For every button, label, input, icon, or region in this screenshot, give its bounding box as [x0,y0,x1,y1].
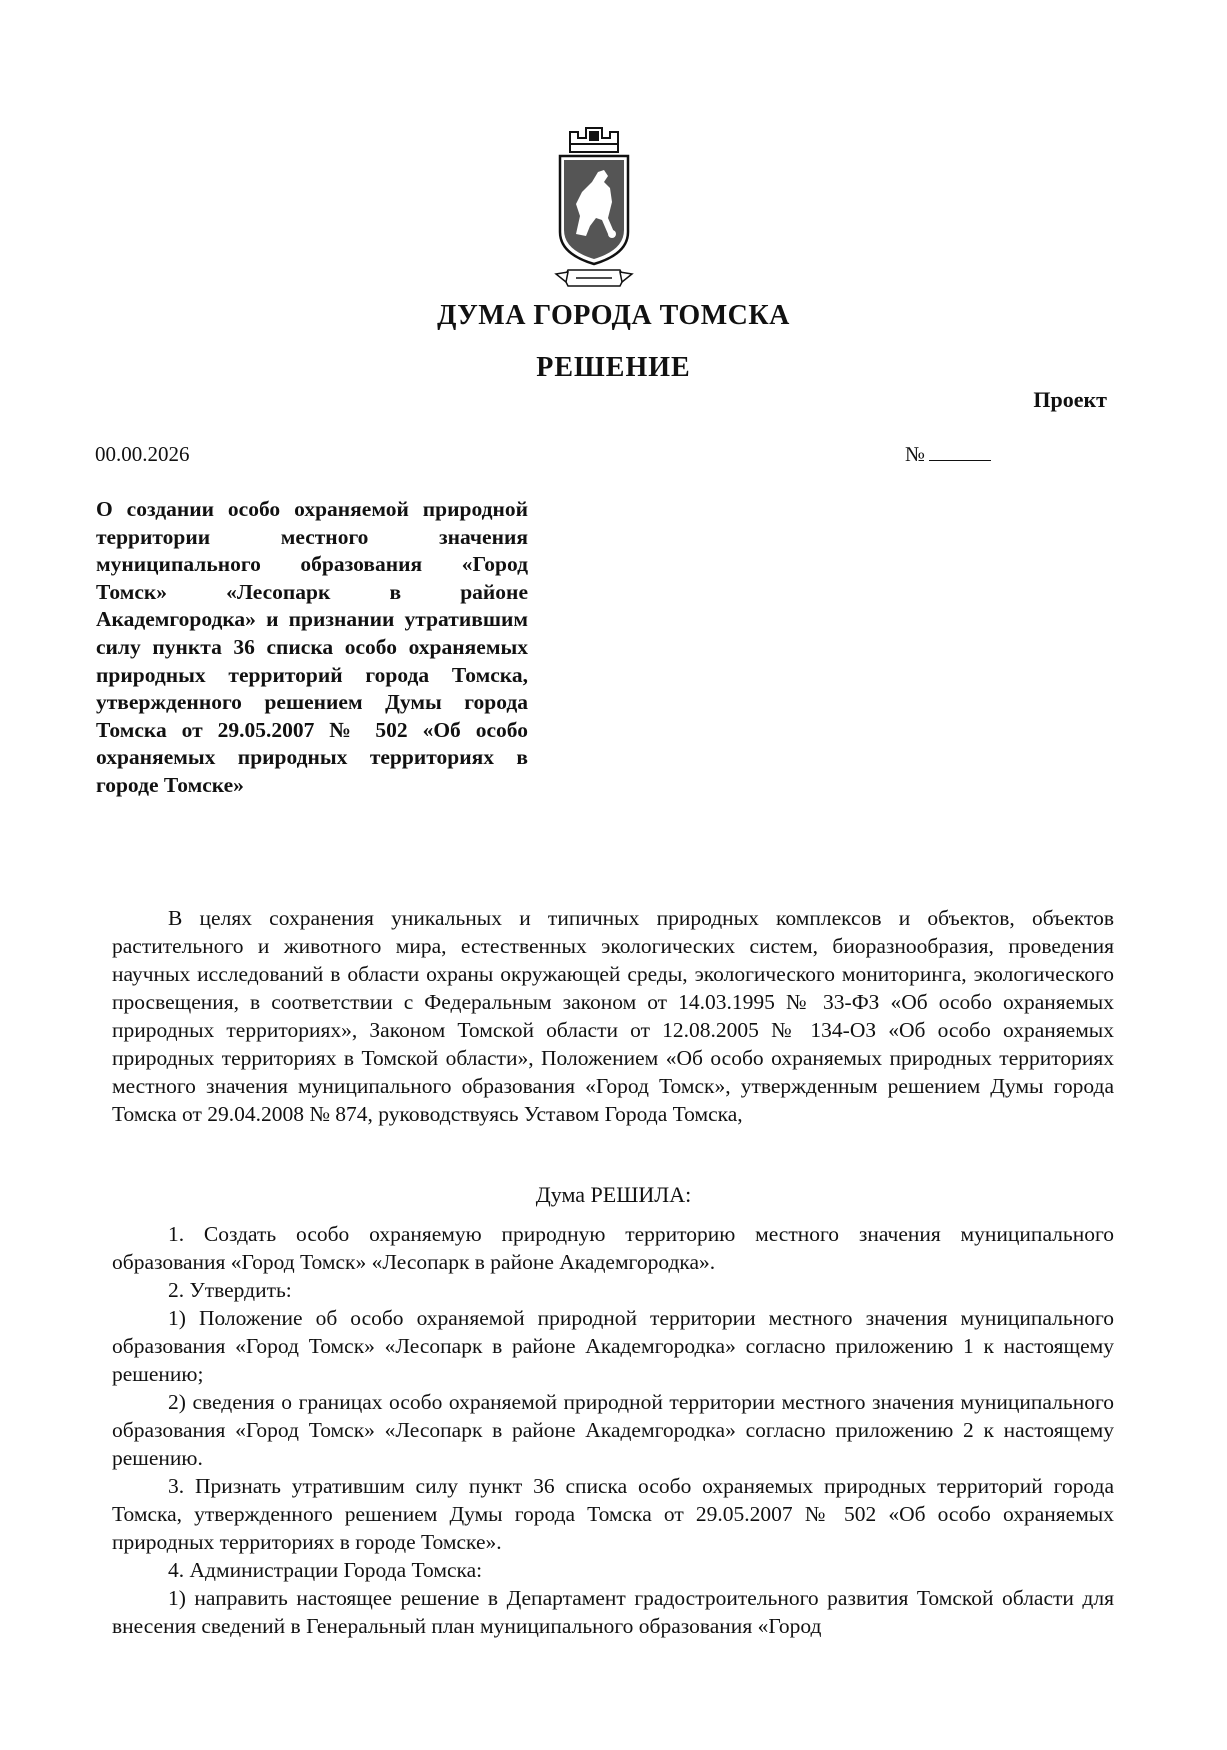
decision-item: 1) Положение об особо охраняемой природной территории местного значения муниципального образования «Город Томск» «Лесопарк в районе Академгородка» согласно приложению 1 к настоящему решению; [112,1306,1114,1386]
decision-item: 2. Утвердить: [168,1278,292,1302]
decision-items [112,1220,1114,1640]
decision-item: 4. Администрации Города Томска: [168,1558,483,1582]
resolved-heading: Дума РЕШИЛА: [535,1182,692,1207]
draft-mark: Проект [1033,387,1107,412]
decision-item: 2) сведения о границах особо охраняемой природной территории местного значения муниципального образования «Город Томск» «Лесопарк в районе Академгородка» согласно приложению 2 к настоящему решению. [112,1390,1114,1470]
preamble [112,904,1114,1128]
number-blank-line [929,460,991,461]
decision-item: 3. Признать утратившим силу пункт 36 списка особо охраняемых природных территорий города Томска, утвержденного решением Думы города Томска от 29.05.2007 № 502 «Об особо охраняемых природных территориях в городе Томске». [112,1474,1114,1554]
document-date: 00.00.2026 [95,442,190,466]
preamble-paragraph: В целях сохранения уникальных и типичных природных комплексов и объектов, объектов растительного и животного мира, естественных экологических систем, биоразнообразия, проведения научных исследований в области охраны окружающей среды, экологического мониторинга, экологического просвещения, в соответствии с Федеральным законом от 14.03.1995 № 33-ФЗ «Об особо охраняемых природных территориях», Законом Томской области от 12.08.2005 № 134-ОЗ «Об особо охраняемых природных территориях в Томской области», Положением «Об особо охраняемых природных территориях местного значения муниципального образования «Город Томск», утвержденным решением Думы города Томска от 29.04.2008 № 874, руководствуясь Уставом Города Томска, [112,906,1114,1126]
number-label: № [905,442,926,466]
tomsk-coat-of-arms-icon [546,122,642,292]
document-number [905,442,991,467]
decision-item: 1) направить настоящее решение в Департамент градостроительного развития Томской области для внесения сведений в Генеральный план муниципального образования «Город [112,1586,1114,1638]
document-type: РЕШЕНИЕ [536,352,691,383]
decision-subject: О создании особо охраняемой природной территории местного значения муниципального образования «Город Томск» «Лесопарк в районе Академгородка» и признании утратившим силу пункта 36 списка особо охраняемых природных территорий города Томска, утвержденного решением Думы города Томска от 29.05.2007 № 502 «Об особо охраняемых природных территориях в городе Томске» [96,497,528,797]
decision-item: 1. Создать особо охраняемую природную территорию местного значения муниципального образования «Город Томск» «Лесопарк в районе Академгородка». [112,1222,1114,1274]
organization-title: ДУМА ГОРОДА ТОМСКА [437,300,790,331]
